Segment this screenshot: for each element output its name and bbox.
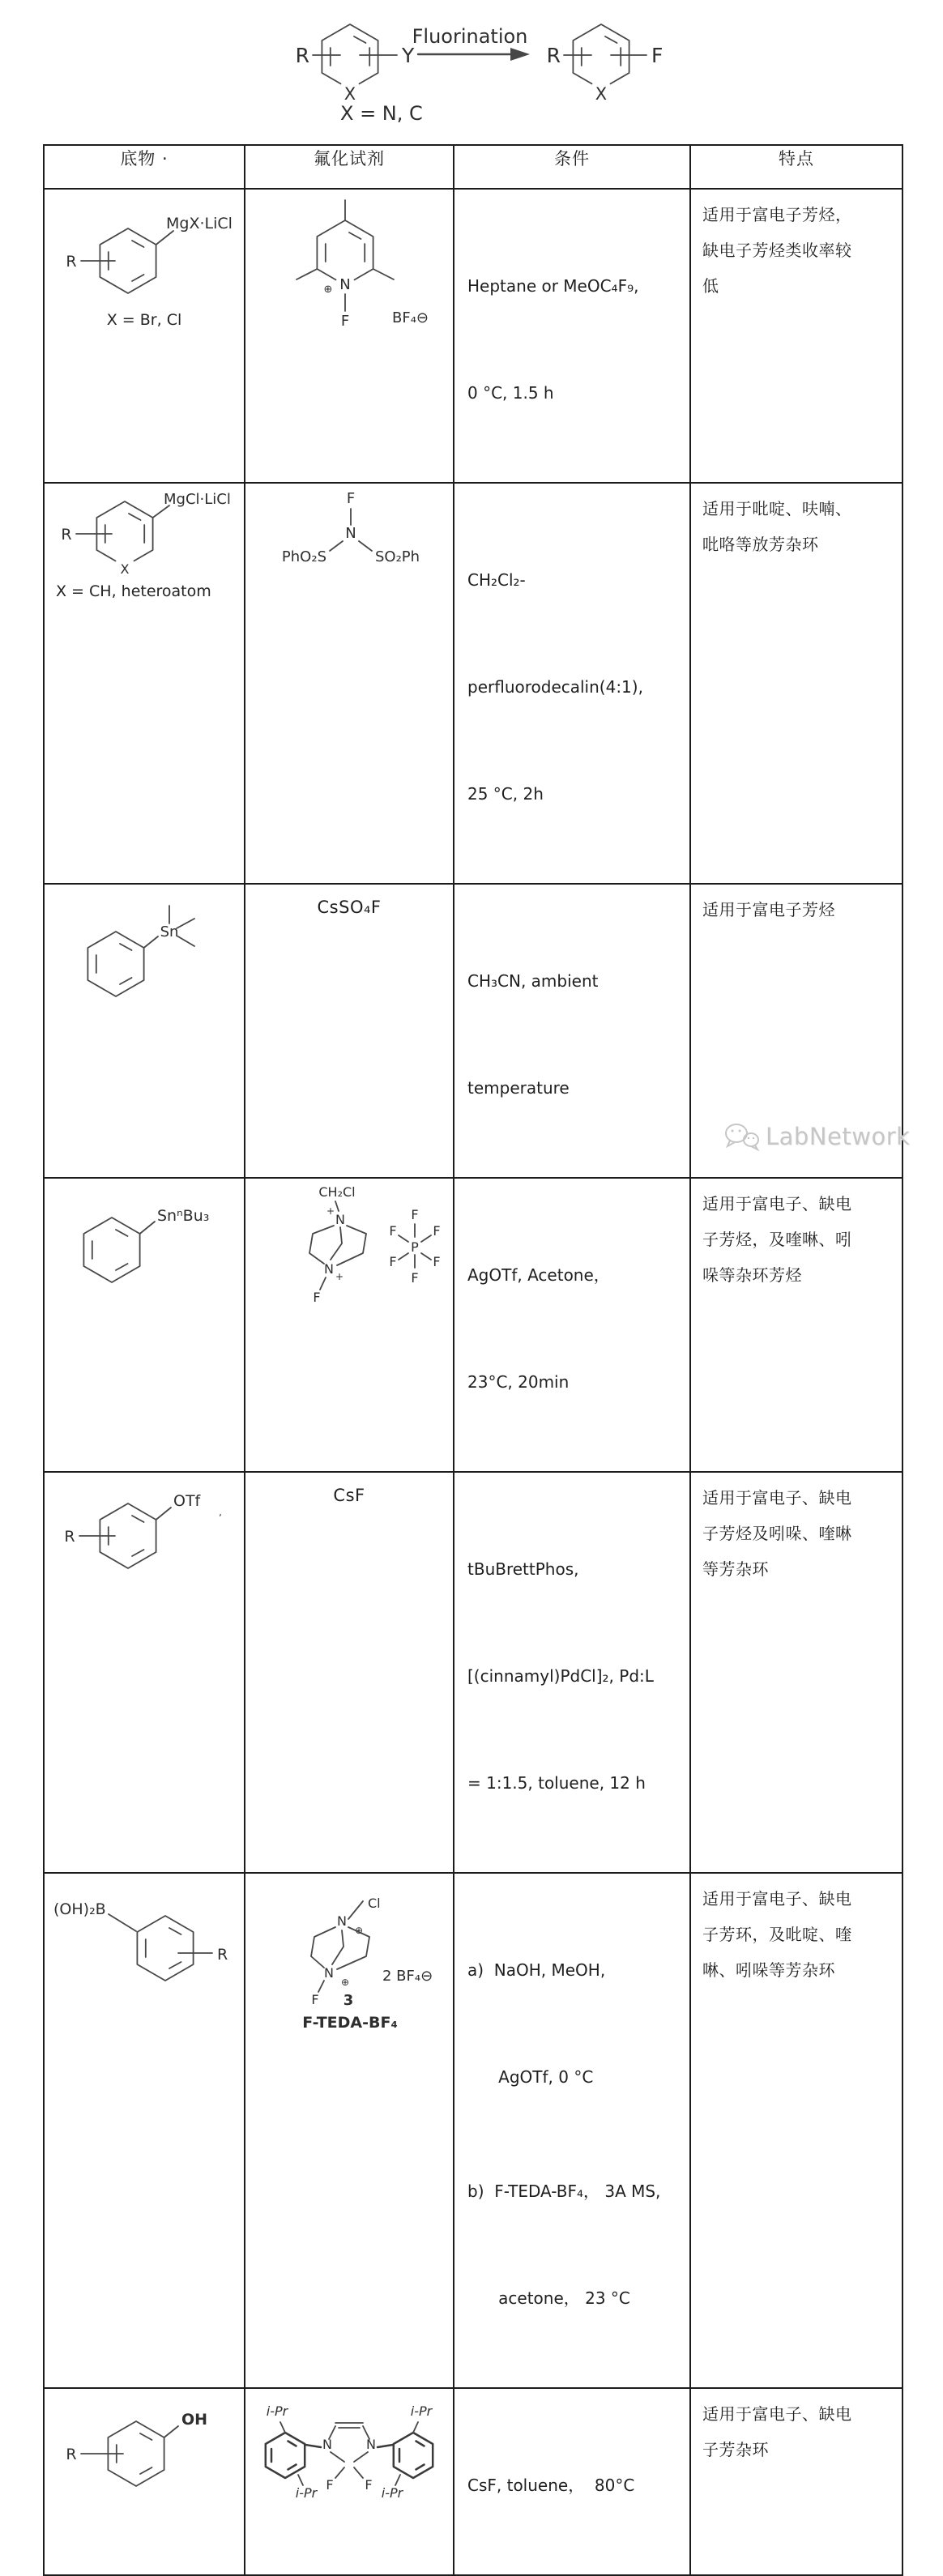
features-line: 缺电子芳烃类收率较	[702, 241, 852, 260]
features-cell	[690, 1472, 902, 1873]
substrate-cell	[44, 1472, 245, 1873]
conditions-cell	[454, 189, 690, 483]
conditions-line: a) NaOH, MeOH,	[467, 1960, 606, 1980]
table-row	[44, 483, 902, 884]
reagent-cell	[245, 189, 454, 483]
features-line: 适用于富电子芳烃	[702, 900, 835, 919]
plus-charge: ⊕	[340, 1977, 350, 1988]
n-label: N	[339, 276, 351, 293]
header-row	[44, 145, 902, 189]
oh-label: OH	[181, 2411, 208, 2429]
structure-phenol	[47, 2389, 241, 2502]
header-features: 特点	[690, 145, 902, 189]
n-label: N	[366, 2437, 376, 2452]
n-label: N	[335, 1212, 345, 1227]
structure-heteroaryl-grignard	[44, 484, 245, 581]
r-label: R	[66, 253, 77, 271]
table-row	[44, 1178, 902, 1472]
conditions-line: AgOTf, 0 °C	[467, 2067, 594, 2087]
f-label: F	[389, 1223, 397, 1239]
features-line: 等芳杂环	[702, 1559, 769, 1579]
conditions-cell	[454, 1472, 690, 1873]
conditions-line: AgOTf, Acetone，	[467, 1265, 610, 1285]
otf-label: OTf	[173, 1492, 201, 1510]
features-line: 适用于吡啶、呋喃、	[702, 499, 852, 518]
structure-chloromethyl-dabco-pf6	[246, 1179, 452, 1307]
features-line: 子芳杂环	[702, 2440, 769, 2459]
f-label: F	[365, 2477, 373, 2493]
conditions-line: Heptane or MeOC₄F₉,	[467, 276, 639, 296]
watermark-brand: LabNetwork	[766, 1123, 911, 1150]
reagent-formula: CsF	[333, 1486, 365, 1505]
conditions-cell	[454, 2388, 690, 2575]
scheme-product-ring	[547, 24, 664, 104]
boronic-label: (OH)₂B	[53, 1900, 106, 1918]
reagent-cell	[245, 1873, 454, 2388]
p-label: P	[411, 1239, 419, 1255]
structure-aryl-grignard	[47, 190, 241, 309]
structure-aryl-tributylstannane	[47, 1179, 241, 1299]
n-label: N	[345, 525, 356, 542]
cl-label: Cl	[368, 1896, 381, 1911]
features-line: 子芳烃及吲哚、喹啉	[702, 1524, 852, 1543]
features-line: 吡咯等放芳杂环	[702, 535, 819, 554]
reaction-scheme	[0, 5, 943, 141]
f-label: F	[389, 1254, 397, 1269]
header-substrate: 底物 ·	[44, 145, 245, 189]
n-label: N	[322, 2437, 332, 2452]
so2ph-label: SO₂Ph	[375, 548, 420, 565]
structure-aryl-triflate	[47, 1473, 241, 1586]
structure-difluoroimidazoline	[246, 2389, 452, 2510]
features-line: 适用于富电子芳烃，	[702, 205, 852, 224]
scheme-y-label: Y	[402, 44, 415, 67]
features-cell	[690, 1873, 902, 2388]
table-row	[44, 1873, 902, 2388]
f-label: F	[311, 1992, 319, 2007]
table-row	[44, 189, 902, 483]
f-label: F	[411, 1207, 419, 1222]
reagent-cell	[245, 2388, 454, 2575]
structure-aryl-boronic-acid	[44, 1874, 245, 1994]
substrate-cell	[44, 483, 245, 884]
reagent-cell	[245, 884, 454, 1178]
product-x-label: X	[595, 84, 608, 104]
fluorination-arrow	[412, 25, 530, 61]
conditions-line: 25 °C, 2h	[467, 784, 544, 804]
conditions-line: CH₂Cl₂-	[467, 570, 526, 590]
features-cell	[690, 2388, 902, 2575]
structure-nfluoropyridinium	[248, 190, 450, 342]
reagent-cell	[245, 1178, 454, 1472]
ipr-label: i-Pr	[295, 2485, 318, 2501]
fluorination-table	[43, 144, 903, 2576]
substrate-caption: X = Br, Cl	[106, 311, 182, 329]
features-line: 适用于富电子、缺电	[702, 1194, 852, 1213]
x-label: X	[120, 561, 130, 577]
features-line: 子芳环，及吡啶、喹	[702, 1925, 852, 1944]
table-row	[44, 2388, 902, 2575]
conditions-line: CH₃CN, ambient	[467, 971, 599, 991]
header-reagent: 氟化试剂	[245, 145, 454, 189]
ipr-label: i-Pr	[410, 2403, 433, 2419]
f-label: F	[340, 313, 350, 330]
plus-charge: ⊕	[323, 284, 333, 296]
substrate-cell	[44, 1873, 245, 2388]
reagent-cell	[245, 1472, 454, 1873]
conditions-line: 23°C, 20min	[467, 1372, 570, 1392]
conditions-line: = 1:1.5, toluene, 12 h	[467, 1773, 646, 1793]
conditions-line: [(cinnamyl)PdCl]₂, Pd:L	[467, 1666, 654, 1686]
features-cell	[690, 483, 902, 884]
reagent-formula: CsSO₄F	[317, 898, 382, 917]
plus-charge: ⊕	[354, 1925, 364, 1936]
scheme-substrate-ring	[296, 24, 415, 104]
f-label: F	[326, 2477, 334, 2493]
substrate-cell	[44, 1178, 245, 1472]
arrow-label: Fluorination	[412, 25, 528, 48]
compound-number: 3	[343, 1992, 354, 2009]
phso2-label: PhO₂S	[281, 548, 326, 565]
substrate-cell	[44, 2388, 245, 2575]
r-label: R	[61, 526, 72, 544]
table-row	[44, 1472, 902, 1873]
arrowhead	[510, 48, 530, 61]
substrate-cell	[44, 884, 245, 1178]
substrate-cell	[44, 189, 245, 483]
reagent-cell	[245, 483, 454, 884]
sn-label: Sn	[160, 923, 179, 940]
wechat-chat-bubbles-icon	[723, 1121, 761, 1152]
features-cell	[690, 1178, 902, 1472]
product-f-label: F	[651, 44, 664, 67]
structure-aryl-trimethylstannane	[51, 885, 237, 1003]
bf4-salt-label: 2 BF₄⊖	[382, 1968, 433, 1985]
features-line: 适用于富电子、缺电	[702, 1889, 852, 1909]
conditions-cell	[454, 1873, 690, 2388]
features-line: 子芳烃，及喹啉、吲	[702, 1230, 852, 1249]
conditions-cell	[454, 884, 690, 1178]
structure-f-teda-bf4	[246, 1874, 452, 2034]
r-label: R	[66, 2446, 77, 2463]
conditions-cell	[454, 1178, 690, 1472]
ch2cl-label: CH₂Cl	[318, 1184, 356, 1200]
plus-charge: +	[335, 1271, 344, 1282]
features-line: 哚等杂环芳烃	[702, 1265, 802, 1285]
features-line: 适用于富电子、缺电	[702, 2404, 852, 2424]
conditions-line: tBuBrettPhos,	[467, 1559, 579, 1579]
f-label: F	[346, 490, 356, 507]
mgcl-licl-label: MgCl·LiCl	[164, 491, 231, 508]
f-teda-name: F-TEDA-BF₄	[302, 2014, 398, 2032]
watermark	[723, 1121, 910, 1152]
structure-nfsi	[246, 484, 452, 578]
features-cell	[690, 189, 902, 483]
header-conditions: 条件	[454, 145, 690, 189]
substrate-caption: X = CH, heteroatom	[56, 582, 211, 600]
features-line: 适用于富电子、缺电	[702, 1488, 852, 1508]
conditions-line: CsF, toluene， 80°C	[467, 2476, 635, 2495]
conditions-line: temperature	[467, 1078, 570, 1098]
f-label: F	[433, 1223, 441, 1239]
scheme-note: X = N, C	[340, 102, 423, 125]
pf6-anion	[389, 1207, 440, 1286]
snbu3-label: SnⁿBu₃	[157, 1207, 210, 1225]
mgx-licl-label: MgX·LiCl	[166, 215, 233, 232]
scheme-x-label: X	[343, 84, 356, 104]
features-line: 啉、吲哚等芳杂环	[702, 1960, 835, 1980]
conditions-cell	[454, 483, 690, 884]
features-line: 低	[702, 276, 719, 296]
n-label: N	[337, 1913, 347, 1929]
f-label: F	[411, 1270, 419, 1286]
product-r-label: R	[546, 44, 561, 67]
n-label: N	[324, 1261, 334, 1277]
ipr-label: i-Pr	[381, 2485, 403, 2501]
ipr-label: i-Pr	[266, 2403, 288, 2419]
conditions-line: acetone， 23 °C	[467, 2288, 630, 2308]
n-label: N	[324, 1965, 334, 1981]
conditions-line: 0 °C, 1.5 h	[467, 383, 554, 403]
scheme-r-label: R	[295, 44, 309, 67]
plus-charge: +	[326, 1205, 335, 1217]
conditions-line: b) F-TEDA-BF₄， 3A MS,	[467, 2181, 661, 2201]
f-label: F	[433, 1254, 441, 1269]
r-label: R	[64, 1528, 75, 1546]
conditions-line: perfluorodecalin(4:1),	[467, 677, 643, 697]
stray-mark: ʼ	[219, 1512, 222, 1524]
bf4-anion-label: BF₄⊖	[392, 309, 429, 326]
f-label: F	[313, 1290, 321, 1305]
r-label: R	[217, 1946, 228, 1964]
